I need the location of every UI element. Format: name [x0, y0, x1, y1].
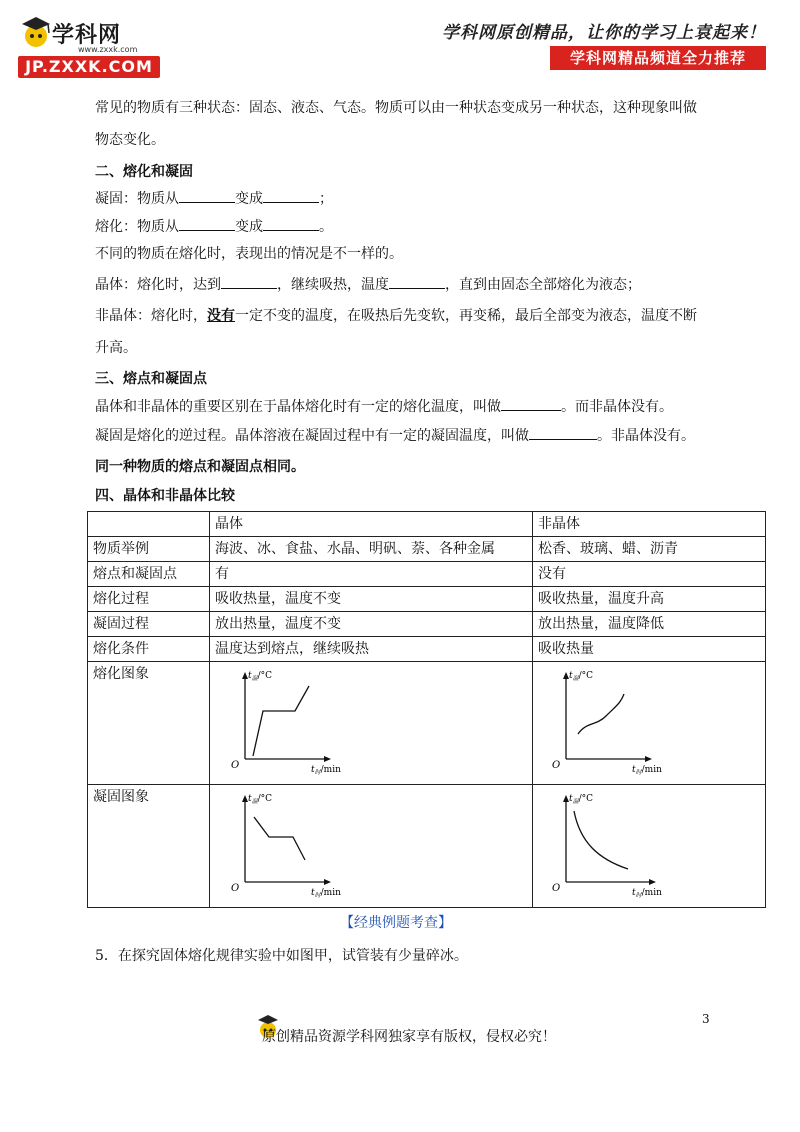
definition-amorphous [95, 306, 697, 326]
table-row [88, 587, 766, 612]
paragraph-different: 不同的物质在熔化时，表现出的情况是不一样的。 [95, 246, 403, 262]
definition-crystal [95, 274, 641, 295]
y-sub: 温 [251, 675, 258, 682]
table-cell: 非晶体 [533, 512, 766, 537]
y-unit: /°C [257, 794, 273, 804]
x-unit: /min [641, 765, 662, 775]
statement-same-point: 同一种物质的熔点和凝固点相同。 [95, 459, 305, 475]
text: 。而非晶体没有。 [561, 399, 673, 415]
page-number: 3 [702, 1012, 710, 1026]
blank [529, 425, 597, 440]
x-sub: 时 [314, 892, 321, 899]
table-cell: 晶体 [210, 512, 533, 537]
y-sub: 温 [572, 798, 579, 805]
example-section-title: 【经典例题考查】 [340, 915, 452, 931]
y-axis-label [248, 794, 272, 805]
definition-solidifying [95, 188, 333, 209]
text: 凝固：物质从 [95, 191, 179, 207]
text: 晶体和非晶体的重要区别在于晶体熔化时有一定的熔化温度，叫做 [95, 399, 501, 415]
curve [578, 694, 624, 734]
x-sub: 时 [635, 769, 642, 776]
table-cell: 海波、冰、食盐、水晶、明矾、萘、各种金属 [210, 537, 533, 562]
table-cell-graph [210, 662, 533, 785]
arrow-icon [649, 879, 656, 885]
table-cell: 温度达到熔点，继续吸热 [210, 637, 533, 662]
logo-text: 学科网 [52, 23, 122, 48]
y-axis-label [569, 671, 593, 682]
x-axis-label [311, 888, 341, 899]
y-var: t [248, 671, 252, 681]
table-cell: 熔点和凝固点 [88, 562, 210, 587]
y-var: t [569, 794, 573, 804]
blank [263, 188, 319, 203]
arrow-icon [324, 879, 331, 885]
text: 非晶体：熔化时， [95, 308, 207, 324]
amorphous-melting-graph [548, 664, 698, 776]
text: 熔化：物质从 [95, 219, 179, 235]
y-var: t [248, 794, 252, 804]
table-cell: 熔化条件 [88, 637, 210, 662]
comparison-table [87, 511, 766, 908]
x-unit: /min [320, 765, 341, 775]
table-header-row [88, 512, 766, 537]
table-cell: 吸收热量，温度不变 [210, 587, 533, 612]
crystal-melting-graph [225, 664, 375, 776]
y-sub: 温 [572, 675, 579, 682]
header-banner: 学科网精品频道全力推荐 [550, 46, 766, 70]
text: ，继续吸热，温度 [277, 277, 389, 293]
y-unit: /°C [257, 671, 273, 681]
paragraph-freezing-point [95, 425, 695, 446]
emphasis: 没有 [207, 308, 235, 324]
blank [179, 216, 235, 231]
table-cell: 有 [210, 562, 533, 587]
x-axis-label [632, 765, 662, 776]
table-cell: 吸收热量 [533, 637, 766, 662]
x-var: t [632, 888, 636, 898]
heading-melting-point: 三、熔点和凝固点 [95, 371, 207, 387]
blank [263, 216, 319, 231]
definition-amorphous-2: 升高。 [95, 340, 137, 356]
table-row [88, 537, 766, 562]
x-unit: /min [641, 888, 662, 898]
curve [253, 686, 309, 756]
curve [574, 811, 628, 869]
table-row-melting-graph [88, 662, 766, 785]
table-cell-graph [533, 785, 766, 908]
amorphous-solidifying-graph [548, 787, 698, 899]
y-sub: 温 [251, 798, 258, 805]
x-axis-label [632, 888, 662, 899]
paragraph-states-2: 物态变化。 [95, 132, 165, 148]
mascot-icon [18, 14, 54, 54]
footer-copyright: 原创精品资源学科网独家享有版权，侵权必究！ [262, 1029, 556, 1045]
definition-melting [95, 216, 333, 237]
paragraph-melting-point [95, 396, 673, 417]
table-cell: 松香、玻璃、蜡、沥青 [533, 537, 766, 562]
x-sub: 时 [635, 892, 642, 899]
origin-label: O [552, 883, 561, 894]
table-cell: 物质举例 [88, 537, 210, 562]
table-row [88, 612, 766, 637]
arrow-icon [324, 756, 331, 762]
y-axis-label [248, 671, 272, 682]
y-axis-label [569, 794, 593, 805]
table-cell: 凝固图象 [88, 785, 210, 908]
table-cell: 熔化图象 [88, 662, 210, 785]
x-var: t [311, 765, 315, 775]
table-cell: 熔化过程 [88, 587, 210, 612]
logo-sub: www.zxxk.com [78, 45, 138, 54]
table-row [88, 637, 766, 662]
x-var: t [311, 888, 315, 898]
origin-label: O [231, 883, 240, 894]
curve [254, 817, 305, 860]
question-5: 5．在探究固体熔化规律实验中如图甲，试管装有少量碎冰。 [95, 948, 468, 964]
text: 一定不变的温度，在吸热后先变软，再变稀，最后全部变为液态，温度不断 [235, 308, 697, 324]
origin-label: O [552, 760, 561, 771]
paragraph-states-1: 常见的物质有三种状态：固态、液态、气态。物质可以由一种状态变成另一种状态，这种现象叫做 [95, 100, 697, 116]
heading-comparison: 四、晶体和非晶体比较 [95, 488, 235, 504]
blank [179, 188, 235, 203]
text: 。非晶体没有。 [597, 428, 695, 444]
site-logo [18, 14, 168, 80]
x-var: t [632, 765, 636, 775]
table-row-solidifying-graph [88, 785, 766, 908]
blank [221, 274, 277, 289]
y-unit: /°C [578, 671, 594, 681]
table-cell: 凝固过程 [88, 612, 210, 637]
text: 晶体：熔化时，达到 [95, 277, 221, 293]
text: 凝固是熔化的逆过程。晶体溶液在凝固过程中有一定的凝固温度，叫做 [95, 428, 529, 444]
header-slogan: 学科网原创精品，让你的学习上袁起来！ [442, 23, 766, 43]
text: ； [319, 191, 333, 207]
y-unit: /°C [578, 794, 594, 804]
table-cell [88, 512, 210, 537]
table-cell: 放出热量，温度降低 [533, 612, 766, 637]
y-var: t [569, 671, 573, 681]
table-cell-graph [210, 785, 533, 908]
table-cell: 吸收热量，温度升高 [533, 587, 766, 612]
text: ，直到由固态全部熔化为液态； [445, 277, 641, 293]
origin-label: O [231, 760, 240, 771]
x-sub: 时 [314, 769, 321, 776]
logo-domain: JP.ZXXK.COM [18, 56, 160, 78]
blank [389, 274, 445, 289]
table-row [88, 562, 766, 587]
arrow-icon [645, 756, 652, 762]
table-cell-graph [533, 662, 766, 785]
x-axis-label [311, 765, 341, 776]
blank [501, 396, 561, 411]
text: 变成 [235, 219, 263, 235]
text: 变成 [235, 191, 263, 207]
text: 。 [319, 219, 333, 235]
table-cell: 放出热量，温度不变 [210, 612, 533, 637]
heading-melting-solidifying: 二、熔化和凝固 [95, 164, 193, 180]
table-cell: 没有 [533, 562, 766, 587]
crystal-solidifying-graph [225, 787, 375, 899]
x-unit: /min [320, 888, 341, 898]
